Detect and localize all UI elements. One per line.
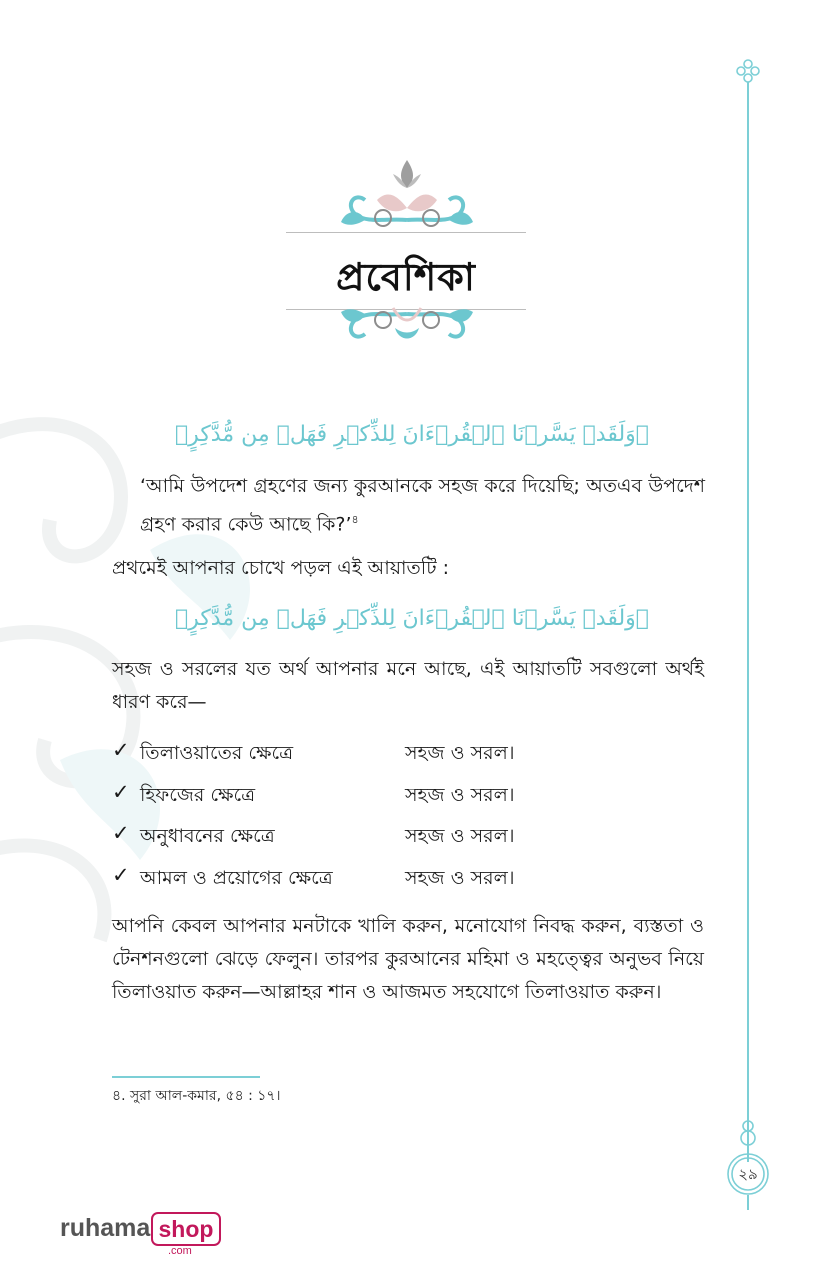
verse-translation-text: ‘আমি উপদেশ গ্রহণের জন্য কুরআনকে সহজ করে দিয়েছি; অতএব উপদেশ গ্রহণ করার কেউ আছে কি?’ [140,475,705,536]
check-icon: ✓ [112,780,130,804]
checklist-value: সহজ ও সরল। [405,825,515,847]
logo-domain: .com [168,1245,192,1257]
checklist-value: সহজ ও সরল। [405,867,515,889]
chapter-title: প্রবেশিকা [336,255,476,299]
check-icon: ✓ [112,821,130,845]
checklist-label: অনুধাবনের ক্ষেত্রে [140,825,275,847]
meaning-paragraph: সহজ ও সরলের যত অর্থ আপনার মনে আছে, এই আয়াতটি সবগুলো অর্থই ধারণ করে— [112,658,704,713]
check-icon: ✓ [112,738,130,762]
verse-translation [140,470,705,541]
checklist-item [112,780,612,810]
closing-paragraph: আপনি কেবল আপনার মনটাকে খালি করুন, মনোযোগ নিবদ্ধ করুন, ব্যস্ততা ও টেনশনগুলো ঝেড়ে ফেলুন। তারপর কুরআনের মহিমা ও মহত্ত্বের অনুভব নিয়ে তিলাওয়াত করুন—আল্লাহর শান ও আজমত সহযোগে তিলাওয়াত করুন। [112,915,704,1003]
arabic-verse-repeat: ﴿وَلَقَدۡ يَسَّرۡنَا ٱلۡقُرۡءَانَ لِلذِّكۡرِ فَهَلۡ مِن مُّدَّكِرٍ﴾ [174,606,650,631]
checklist-label: তিলাওয়াতের ক্ষেত্রে [140,742,294,764]
checklist-value: সহজ ও সরল। [405,784,515,806]
logo-shop-badge [151,1212,221,1246]
footnote-rule [112,1076,260,1078]
page-number: ২৯ [738,1165,758,1183]
title-ornament-top [337,158,477,232]
right-margin-rule-end [747,1195,749,1210]
checklist-item [112,863,612,893]
footnote-reference: ৪ [351,513,359,526]
logo-text-ruhama: ruhama [60,1214,151,1242]
checklist-item [112,821,612,851]
top-rule-ornament [735,58,761,84]
checklist-label: হিফজের ক্ষেত্রে [140,784,256,806]
checklist-value: সহজ ও সরল। [405,742,515,764]
footnote: ৪. সুরা আল-কমার, ৫৪ : ১৭। [112,1088,281,1104]
right-margin-rule [747,82,749,1162]
logo-text-shop: shop [158,1216,214,1242]
check-icon: ✓ [112,863,130,887]
checklist-label: আমল ও প্রয়োগের ক্ষেত্রে [140,867,333,889]
title-rule-top [286,232,526,233]
arabic-verse: ﴿وَلَقَدۡ يَسَّرۡنَا ٱلۡقُرۡءَانَ لِلذِّكۡرِ فَهَلۡ مِن مُّدَّكِرٍ﴾ [174,422,650,447]
intro-line: প্রথমেই আপনার চোখে পড়ল এই আয়াতটি : [112,557,450,579]
checklist-item [112,738,612,768]
title-ornament-bottom [337,300,477,350]
